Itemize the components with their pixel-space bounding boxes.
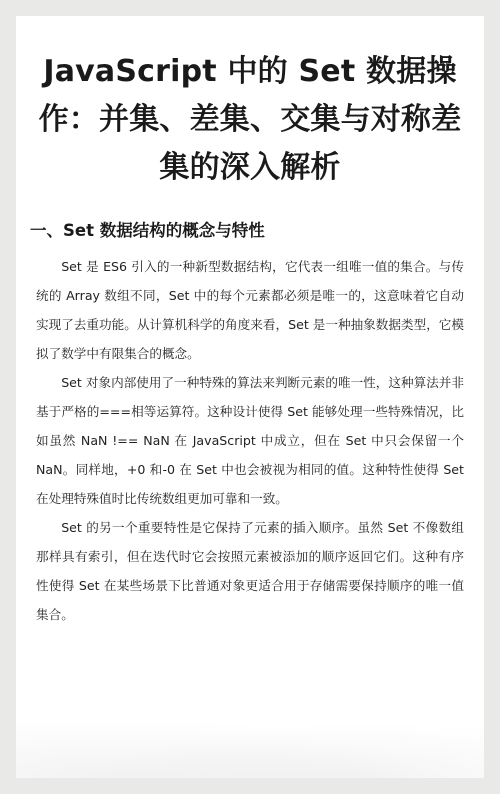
paragraph-set-concept: Set 是 ES6 引入的一种新型数据结构，它代表一组唯一值的集合。与传统的 Array 数组不同，Set 中的每个元素都必须是唯一的，这意味着它自动实现了去重功能。从计算机科学的角度来看，Set 是一种抽象数据类型，它模拟了数学中有限集合的概念。 [36, 259, 464, 361]
section-heading: 一、Set 数据结构的概念与特性 [30, 221, 265, 240]
paper-texture [16, 708, 484, 778]
paragraph-set-uniqueness: Set 对象内部使用了一种特殊的算法来判断元素的唯一性，这种算法并非基于严格的===相等运算符。这种设计使得 Set 能够处理一些特殊情况，比如虽然 NaN !== NaN 在 JavaScript 中成立，但在 Set 中只会保留一个 NaN。同样地，+0 和-0 在 Set 中也会被视为相同的值。这种特性使得 Set 在处理特殊值时比传统数组更加可靠和一致。 [36, 375, 464, 506]
paragraph-set-order: Set 的另一个重要特性是它保持了元素的插入顺序。虽然 Set 不像数组那样具有索引，但在迭代时它会按照元素被添加的顺序返回它们。这种有序性使得 Set 在某些场景下比普通对象更适合用于存储需要保持顺序的唯一值集合。 [36, 520, 464, 622]
document-title: JavaScript 中的 Set 数据操作：并集、差集、交集与对称差集的深入解析 [38, 54, 462, 185]
document-page [16, 16, 484, 778]
